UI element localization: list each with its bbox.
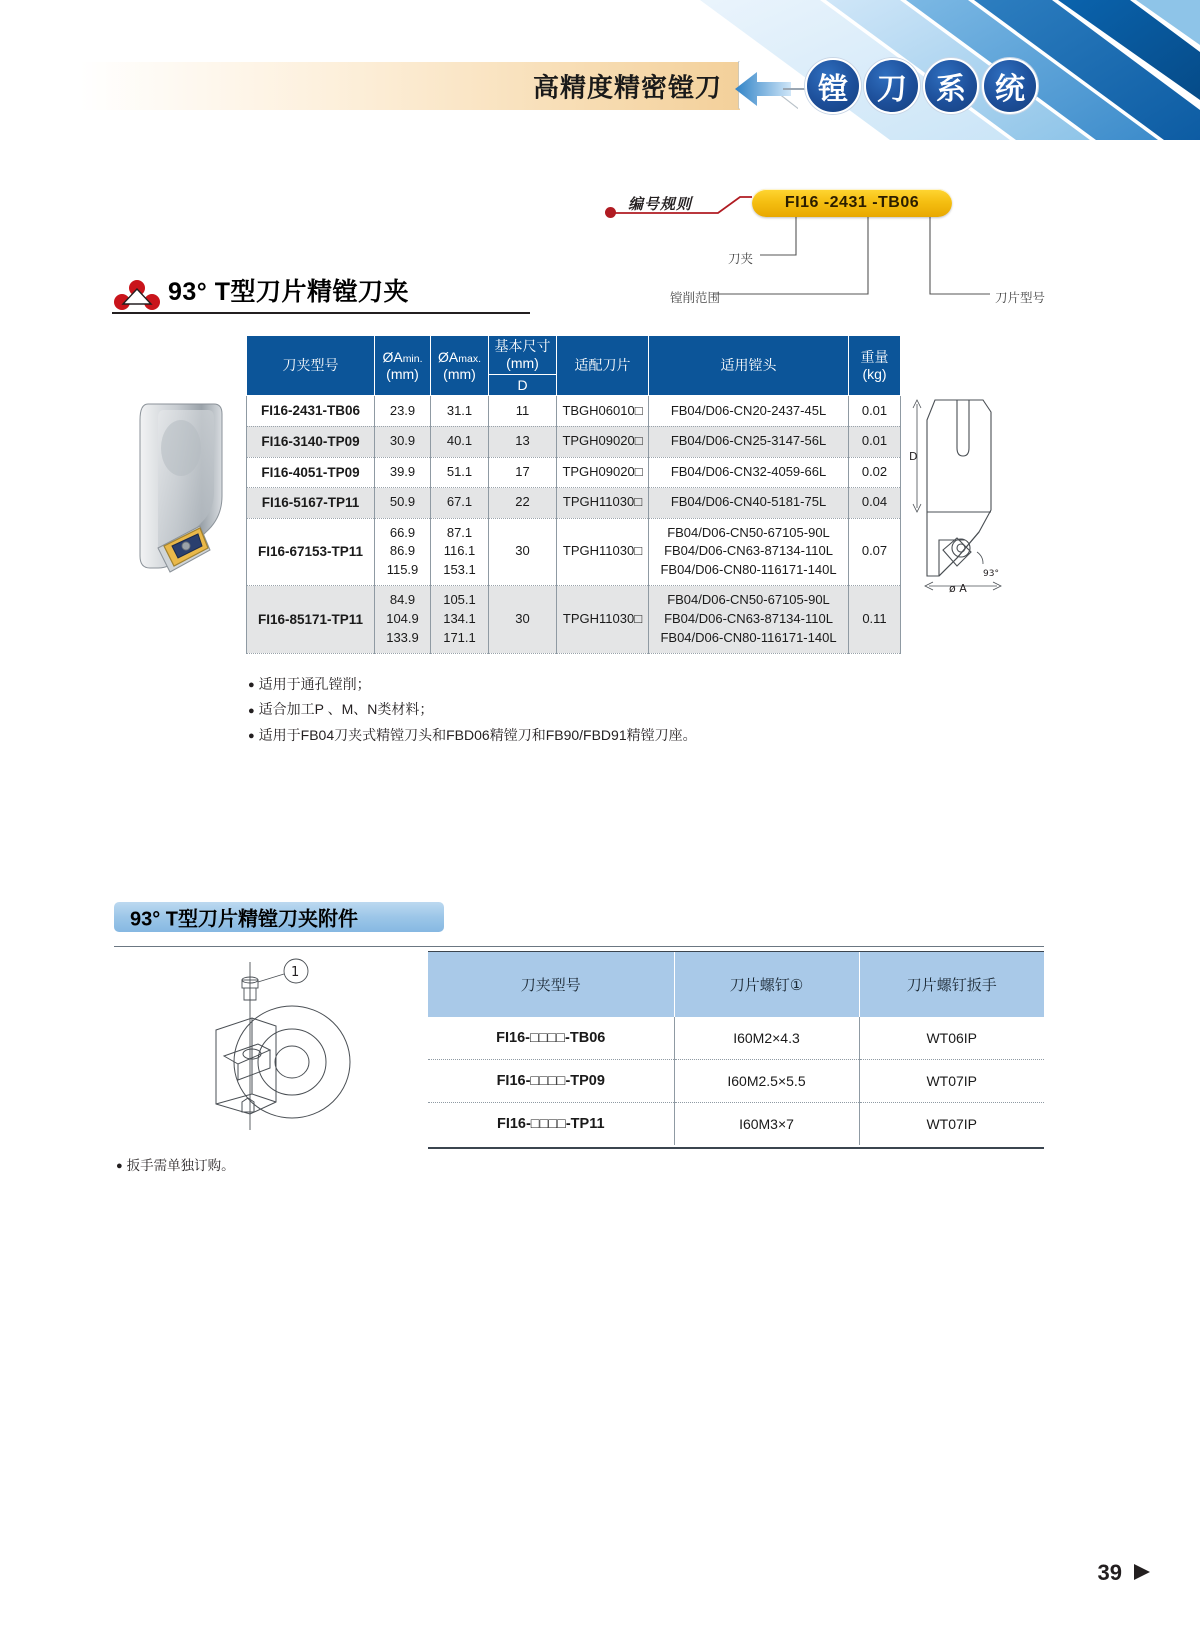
acc-cell-screw: I60M2.5×5.5 [674,1060,859,1103]
cell-amax: 67.1 [431,488,489,519]
table-row [428,1060,1044,1103]
page-number: 39 [1097,1560,1122,1585]
cell-model: FI16-85171-TP11 [247,586,375,654]
section-2-title: 93° T型刀片精镗刀夹附件 [130,908,359,931]
accessory-table [428,952,1044,1145]
note-item-1 [248,697,697,722]
cell-model: FI16-5167-TP11 [247,488,375,519]
amin-line1: ØA [382,348,403,365]
col-header-weight [849,336,901,396]
note-text-2: 适用于FB04刀夹式精镗刀头和FBD06精镗刀和FB90/FBD91精镗刀座。 [258,726,697,743]
code-rule-callout-range: 镗削范围 [670,291,721,305]
code-rule-example-code: FI16 -2431 -TB06 [752,189,952,217]
dim-label-d: D [909,450,918,463]
note-item-2 [248,723,697,748]
col-header-boring-head: 适用镗头 [649,336,849,396]
acc-cell-model: FI16-□□□□-TB06 [428,1017,674,1060]
accessory-callout-number: 1 [291,965,300,980]
product-photo-tool-holder [128,400,238,580]
cell-model: FI16-3140-TP09 [247,426,375,457]
system-badge-char-0: 镗 [805,58,861,114]
cell-amin: 39.9 [375,457,431,488]
amin-line2: (mm) [386,365,419,382]
table-row [247,488,901,519]
code-rule-diagram [600,175,1070,310]
table-row [247,586,901,654]
acc-cell-screw: I60M3×7 [674,1103,859,1146]
amax-sub: max. [458,352,481,365]
note-text-0: 适用于通孔镗削； [258,676,371,692]
acc-col-header-wrench: 刀片螺钉扳手 [859,952,1044,1017]
cell-d: 17 [489,457,557,488]
dim-label-angle: 93° [983,569,999,579]
cell-model: FI16-67153-TP11 [247,518,375,586]
cell-amin: 23.9 [375,396,431,427]
header-title-band [80,62,740,110]
technical-drawing-tool-holder [905,390,1035,595]
code-rule-bullet-dot [605,207,616,218]
cell-insert: TPGH11030□ [557,586,649,654]
cell-d: 11 [489,396,557,427]
note-text-1: 适合加工P 、M、N类材料； [258,701,434,718]
cell-head: FB04/D06-CN20-2437-45L [649,396,849,427]
col-subheader-d: D [489,374,557,396]
table-row [247,518,901,586]
page-next-arrow-icon[interactable] [1132,1561,1154,1583]
acc-cell-model: FI16-□□□□-TP11 [428,1103,674,1146]
acc-cell-wrench: WT07IP [859,1103,1044,1146]
cell-model: FI16-4051-TP09 [247,457,375,488]
cell-insert: TPGH09020□ [557,457,649,488]
cell-d: 30 [489,518,557,586]
table-row [247,426,901,457]
cell-weight: 0.01 [849,426,901,457]
col-header-model: 刀夹型号 [247,336,375,396]
acc-cell-model: FI16-□□□□-TP09 [428,1060,674,1103]
cell-weight: 0.02 [849,457,901,488]
col-header-basic-size [489,336,557,375]
code-rule-callout-insert: 刀片型号 [995,291,1046,305]
system-badge-group [805,58,1038,114]
acc-cell-wrench: WT07IP [859,1060,1044,1103]
note-bullet-icon: ● [248,679,255,692]
system-badge-char-3: 统 [982,58,1038,114]
note-bullet-icon: ● [248,704,255,717]
page-header [0,0,1200,140]
amin-sub: min. [402,352,423,365]
accessory-header-row [428,952,1044,1017]
main-spec-table [246,335,901,654]
accessory-foot-note [116,1154,235,1174]
acc-col-header-screw: 刀片螺钉① [674,952,859,1017]
note-item-0 [248,672,697,697]
table-row [247,396,901,427]
table-row [428,1017,1044,1060]
section-1-title: 93° T型刀片精镗刀夹 [168,278,410,306]
system-badge-char-2: 系 [923,58,979,114]
cell-d: 13 [489,426,557,457]
note-bullet-icon: ● [116,1160,123,1173]
cell-model: FI16-2431-TB06 [247,396,375,427]
foot-note-text: 扳手需单独订购。 [126,1158,235,1173]
table-header-row [247,336,901,375]
cell-head: FB04/D06-CN32-4059-66L [649,457,849,488]
weight-line1: 重量 [860,348,889,365]
table-row [428,1103,1044,1146]
cell-d: 30 [489,586,557,654]
main-table-body [247,396,901,653]
cell-amax: 87.1 116.1 153.1 [431,518,489,586]
cell-head: FB04/D06-CN50-67105-90L FB04/D06-CN63-87134-110L FB04/D06-CN80-116171-140L [649,586,849,654]
cell-weight: 0.11 [849,586,901,654]
section-2-heading-banner [114,902,444,932]
cell-weight: 0.01 [849,396,901,427]
cell-amax: 40.1 [431,426,489,457]
code-rule-callout-holder: 刀夹 [728,252,754,266]
cell-amin: 30.9 [375,426,431,457]
cell-weight: 0.07 [849,518,901,586]
accessory-table-bottom-rule [428,1147,1044,1149]
amax-line2: (mm) [443,365,476,382]
amax-line1: ØA [438,348,459,365]
cell-insert: TPGH09020□ [557,426,649,457]
cell-amin: 50.9 [375,488,431,519]
page-title: 高精度精密镗刀 [532,72,722,103]
note-bullet-icon: ● [248,729,255,742]
cell-amax: 51.1 [431,457,489,488]
section-2-underline [114,946,1044,947]
section-1-underline [112,312,530,314]
cell-insert: TPGH11030□ [557,518,649,586]
cell-amax: 105.1 134.1 171.1 [431,586,489,654]
acc-cell-screw: I60M2×4.3 [674,1017,859,1060]
accessory-line-drawing [180,952,360,1142]
cell-weight: 0.04 [849,488,901,519]
col-header-insert: 适配刀片 [557,336,649,396]
cell-amin: 84.9 104.9 133.9 [375,586,431,654]
code-rule-label: 编号规则 [628,196,693,213]
acc-cell-wrench: WT06IP [926,1030,978,1046]
weight-line2: (kg) [862,365,887,382]
cell-amin: 66.9 86.9 115.9 [375,518,431,586]
cell-insert: TPGH11030□ [557,488,649,519]
system-badge-char-1: 刀 [864,58,920,114]
table-row [247,457,901,488]
dim-label-diameter-a: ø A [949,582,967,595]
cell-head: FB04/D06-CN50-67105-90L FB04/D06-CN63-87134-110L FB04/D06-CN80-116171-140L [649,518,849,586]
cell-insert: TBGH06010□ [557,396,649,427]
basic-line1: 基本尺寸 [494,338,551,354]
acc-col-header-model: 刀夹型号 [428,952,674,1017]
cell-head: FB04/D06-CN25-3147-56L [649,426,849,457]
cell-head: FB04/D06-CN40-5181-75L [649,488,849,519]
col-header-amin [375,336,431,396]
cell-amax: 31.1 [431,396,489,427]
accessory-table-body [428,1017,1044,1145]
basic-line2: (mm) [506,354,539,371]
col-header-amax [431,336,489,396]
cell-d: 22 [489,488,557,519]
brand-trefoil-logo-icon [112,280,162,310]
main-table-notes [248,672,697,748]
